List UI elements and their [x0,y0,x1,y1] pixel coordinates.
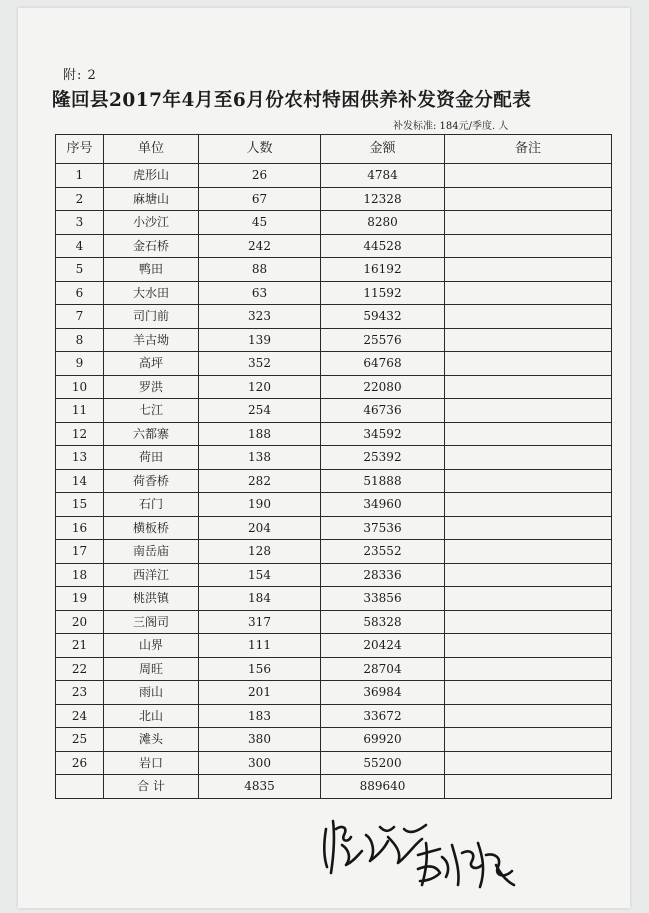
row-remarks [445,187,612,211]
row-remarks [445,540,612,564]
row-people: 204 [199,516,321,540]
table-row [56,422,612,446]
header-people: 人数 [199,135,321,164]
row-people: 63 [199,281,321,305]
table-row [56,681,612,705]
row-people: 188 [199,422,321,446]
row-unit: 麻塘山 [104,187,199,211]
row-index: 14 [56,469,104,493]
total-label: 合 计 [104,775,199,799]
row-amount: 4784 [321,164,445,188]
row-index: 12 [56,422,104,446]
row-amount: 33672 [321,704,445,728]
row-index: 26 [56,751,104,775]
table-row [56,399,612,423]
table-row [56,540,612,564]
row-unit: 鸭田 [104,258,199,282]
table-row [56,493,612,517]
row-remarks [445,422,612,446]
row-people: 323 [199,305,321,329]
header-remarks: 备注 [445,135,612,164]
row-remarks [445,728,612,752]
row-remarks [445,704,612,728]
table-row [56,211,612,235]
table-row [56,328,612,352]
row-unit: 金石桥 [104,234,199,258]
subsidy-standard-note: 补发标准: 184元/季度. 人 [393,121,509,132]
row-remarks [445,399,612,423]
row-remarks [445,446,612,470]
table-row [56,281,612,305]
row-index: 4 [56,234,104,258]
row-people: 380 [199,728,321,752]
row-people: 45 [199,211,321,235]
row-index: 8 [56,328,104,352]
table-row [56,751,612,775]
row-people: 138 [199,446,321,470]
table-row [56,305,612,329]
row-remarks [445,610,612,634]
row-people: 300 [199,751,321,775]
total-remarks [445,775,612,799]
total-people: 4835 [199,775,321,799]
row-index: 18 [56,563,104,587]
row-remarks [445,328,612,352]
header-index: 序号 [56,135,104,164]
table-row [56,634,612,658]
row-people: 156 [199,657,321,681]
row-index: 1 [56,164,104,188]
row-index: 22 [56,657,104,681]
row-unit: 横板桥 [104,516,199,540]
row-people: 201 [199,681,321,705]
row-index: 13 [56,446,104,470]
allocation-table [55,134,612,799]
row-remarks [445,305,612,329]
row-index: 15 [56,493,104,517]
row-remarks [445,493,612,517]
row-unit: 滩头 [104,728,199,752]
row-remarks [445,234,612,258]
row-amount: 36984 [321,681,445,705]
row-remarks [445,587,612,611]
table-row [56,657,612,681]
row-remarks [445,258,612,282]
row-index: 16 [56,516,104,540]
row-amount: 20424 [321,634,445,658]
row-unit: 南岳庙 [104,540,199,564]
row-index: 5 [56,258,104,282]
row-unit: 岩口 [104,751,199,775]
row-index: 23 [56,681,104,705]
row-people: 282 [199,469,321,493]
row-unit: 周旺 [104,657,199,681]
row-people: 111 [199,634,321,658]
row-unit: 石门 [104,493,199,517]
total-row [56,775,612,799]
row-unit: 雨山 [104,681,199,705]
total-amount: 889640 [321,775,445,799]
row-people: 88 [199,258,321,282]
header-unit: 单位 [104,135,199,164]
header-amount: 金额 [321,135,445,164]
row-people: 317 [199,610,321,634]
row-unit: 荷香桥 [104,469,199,493]
row-remarks [445,563,612,587]
row-amount: 23552 [321,540,445,564]
row-amount: 12328 [321,187,445,211]
row-unit: 大水田 [104,281,199,305]
row-unit: 北山 [104,704,199,728]
row-amount: 16192 [321,258,445,282]
row-unit: 羊古坳 [104,328,199,352]
row-people: 183 [199,704,321,728]
total-index [56,775,104,799]
row-people: 254 [199,399,321,423]
row-people: 26 [199,164,321,188]
row-amount: 25392 [321,446,445,470]
table-row [56,610,612,634]
row-index: 17 [56,540,104,564]
row-people: 128 [199,540,321,564]
row-remarks [445,516,612,540]
row-amount: 64768 [321,352,445,376]
table-row [56,446,612,470]
row-amount: 28336 [321,563,445,587]
table-row [56,375,612,399]
row-amount: 51888 [321,469,445,493]
row-amount: 34592 [321,422,445,446]
row-people: 139 [199,328,321,352]
row-index: 9 [56,352,104,376]
document-title: 隆回县2017年4月至6月份农村特困供养补发资金分配表 [52,90,532,111]
row-index: 20 [56,610,104,634]
row-unit: 虎形山 [104,164,199,188]
row-people: 120 [199,375,321,399]
table-row [56,587,612,611]
row-people: 352 [199,352,321,376]
row-unit: 三阁司 [104,610,199,634]
row-amount: 69920 [321,728,445,752]
attachment-label: 附: 2 [63,68,97,83]
row-people: 184 [199,587,321,611]
row-index: 21 [56,634,104,658]
table-row [56,469,612,493]
row-index: 7 [56,305,104,329]
table-row [56,516,612,540]
row-index: 24 [56,704,104,728]
row-remarks [445,681,612,705]
row-unit: 山界 [104,634,199,658]
row-people: 190 [199,493,321,517]
table-row [56,728,612,752]
row-unit: 荷田 [104,446,199,470]
row-amount: 25576 [321,328,445,352]
row-index: 2 [56,187,104,211]
table-row [56,164,612,188]
table-row [56,234,612,258]
row-remarks [445,281,612,305]
row-unit: 司门前 [104,305,199,329]
row-amount: 34960 [321,493,445,517]
row-amount: 59432 [321,305,445,329]
row-remarks [445,164,612,188]
row-index: 11 [56,399,104,423]
row-amount: 37536 [321,516,445,540]
row-index: 25 [56,728,104,752]
table-row [56,704,612,728]
row-people: 154 [199,563,321,587]
table-row [56,563,612,587]
row-amount: 11592 [321,281,445,305]
row-unit: 小沙江 [104,211,199,235]
table-row [56,352,612,376]
row-amount: 46736 [321,399,445,423]
row-index: 3 [56,211,104,235]
table-row [56,258,612,282]
row-index: 19 [56,587,104,611]
row-amount: 28704 [321,657,445,681]
row-remarks [445,751,612,775]
table-row [56,187,612,211]
row-remarks [445,352,612,376]
row-amount: 33856 [321,587,445,611]
row-people: 242 [199,234,321,258]
row-unit: 罗洪 [104,375,199,399]
table-header-row [56,135,612,164]
row-amount: 22080 [321,375,445,399]
row-unit: 六都寨 [104,422,199,446]
row-amount: 8280 [321,211,445,235]
row-amount: 58328 [321,610,445,634]
row-remarks [445,469,612,493]
row-unit: 西洋江 [104,563,199,587]
row-amount: 55200 [321,751,445,775]
row-unit: 桃洪镇 [104,587,199,611]
row-remarks [445,211,612,235]
row-index: 6 [56,281,104,305]
row-remarks [445,657,612,681]
row-amount: 44528 [321,234,445,258]
row-remarks [445,375,612,399]
row-remarks [445,634,612,658]
row-unit: 高坪 [104,352,199,376]
row-people: 67 [199,187,321,211]
row-unit: 七江 [104,399,199,423]
row-index: 10 [56,375,104,399]
